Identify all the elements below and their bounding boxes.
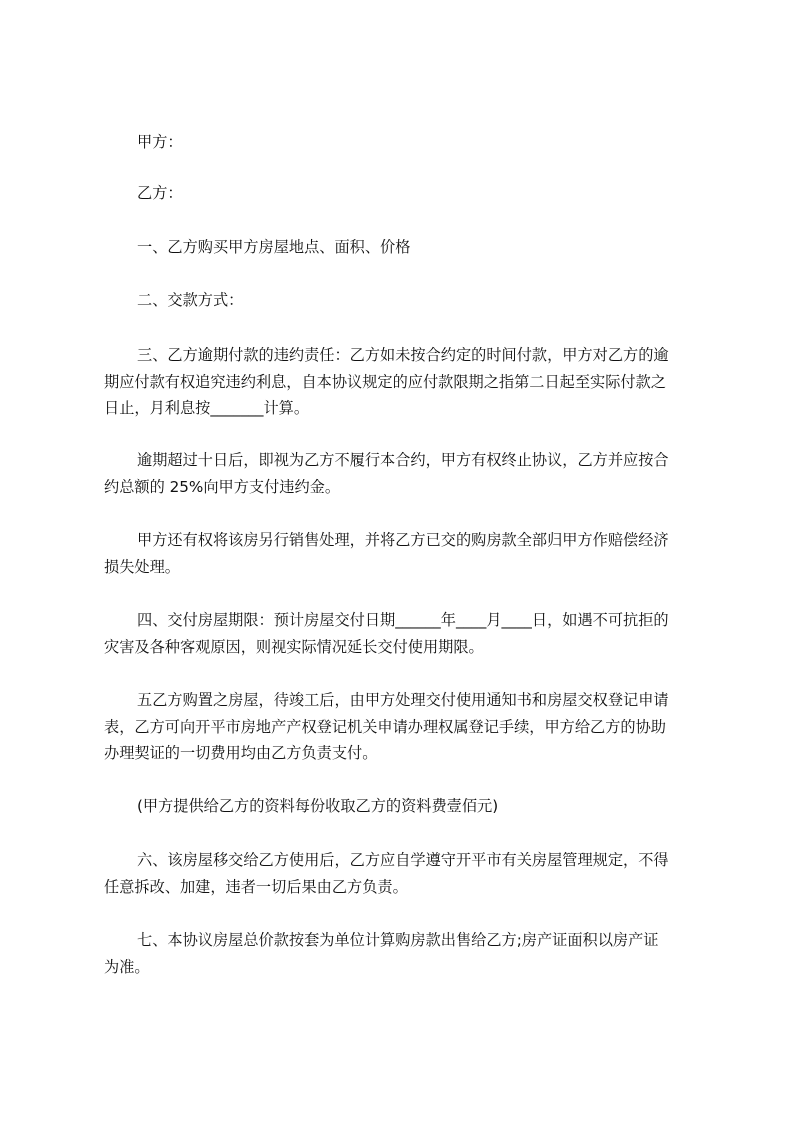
text-line: 表，乙方可向开平市房地产产权登记机关申请办理权属登记手续，甲方给乙方的协助 bbox=[104, 717, 666, 736]
text-line: 约总额的 25%向甲方支付违约金。 bbox=[104, 477, 341, 496]
text-line: 为准。 bbox=[104, 957, 150, 976]
text-line: 任意拆改、加建，违者一切后果由乙方负责。 bbox=[104, 877, 408, 896]
text-line: 期应付款有权追究违约利息，自本协议规定的应付款限期之指第二日起至实际付款之 bbox=[104, 372, 666, 391]
text-line: 乙方： bbox=[137, 184, 183, 202]
paragraph bbox=[104, 687, 704, 767]
text-line: 灾害及各种客观原因，则视实际情况延长交付使用期限。 bbox=[104, 637, 484, 656]
text-line: 七、本协议房屋总价款按套为单位计算购房款出售给乙方;房产证面积以房产证 bbox=[137, 931, 659, 949]
text-line: 甲方： bbox=[137, 133, 183, 151]
text-line: 五乙方购置之房屋，待竣工后，由甲方处理交付使用通知书和房屋交权登记申请 bbox=[137, 691, 669, 709]
text-line: 办理契证的一切费用均由乙方负责支付。 bbox=[104, 744, 378, 762]
paragraph bbox=[104, 847, 704, 900]
text-line: 六、该房屋移交给乙方使用后，乙方应自学遵守开平市有关房屋管理规定，不得 bbox=[137, 851, 669, 869]
paragraph bbox=[104, 287, 704, 314]
text-line: 四、交付房屋期限：预计房屋交付日期______年____月____日，如遇不可抗拒的 bbox=[137, 611, 669, 629]
paragraph bbox=[104, 129, 704, 156]
paragraph bbox=[104, 234, 704, 261]
paragraph bbox=[104, 927, 704, 980]
paragraph bbox=[104, 607, 704, 660]
text-line: 损失处理。 bbox=[104, 557, 180, 576]
text-line: 甲方还有权将该房另行销售处理，并将乙方已交的购房款全部归甲方作赔偿经济 bbox=[137, 531, 669, 549]
text-line: 三、乙方逾期付款的违约责任：乙方如未按合约定的时间付款，甲方对乙方的逾 bbox=[137, 346, 669, 364]
paragraph bbox=[104, 180, 704, 207]
text-line: 一、乙方购买甲方房屋地点、面积、价格 bbox=[137, 238, 411, 256]
paragraph bbox=[104, 793, 704, 820]
paragraph bbox=[104, 447, 704, 500]
paragraph bbox=[104, 527, 704, 580]
paragraph bbox=[104, 342, 704, 422]
text-line: (甲方提供给乙方的资料每份收取乙方的资料费壹佰元) bbox=[137, 797, 499, 815]
text-line: 二、交款方式： bbox=[137, 291, 244, 309]
text-line: 逾期超过十日后，即视为乙方不履行本合约，甲方有权终止协议，乙方并应按合 bbox=[137, 451, 669, 469]
text-line: 日止，月利息按_______计算。 bbox=[104, 399, 310, 417]
